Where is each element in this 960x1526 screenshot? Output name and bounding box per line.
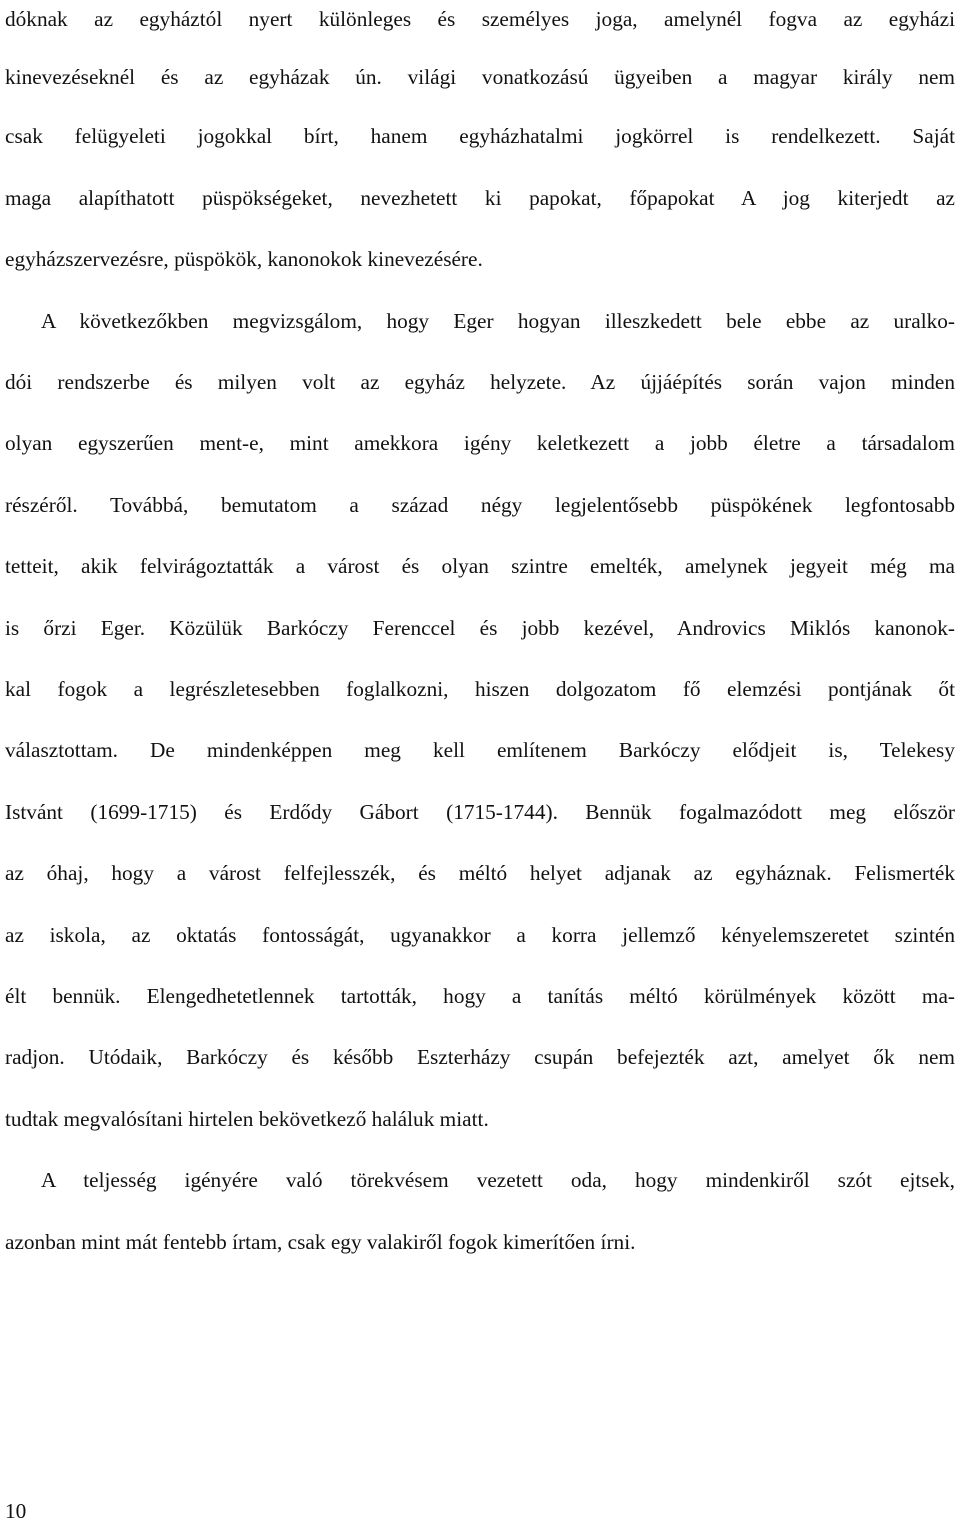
text-line: választottam. De mindenképpen meg kell említenem Barkóczy elődjeit is, Telekesy [5, 738, 955, 762]
text-line: A teljesség igényére való törekvésem vezetett oda, hogy mindenkiről szót ejtsek, [41, 1168, 955, 1192]
text-line: tetteit, akik felvirágoztatták a várost és olyan szintre emelték, amelynek jegyeit még ma [5, 554, 955, 578]
text-line: radjon. Utódaik, Barkóczy és később Eszterházy csupán befejezték azt, amelyet ők nem [5, 1045, 955, 1069]
text-line: maga alapíthatott püspökségeket, nevezhetett ki papokat, főpapokat A jog kiterjedt az [5, 186, 955, 210]
text-line: dóknak az egyháztól nyert különleges és személyes joga, amelynél fogva az egyházi [5, 7, 955, 31]
text-line: az óhaj, hogy a várost felfejlesszék, és méltó helyet adjanak az egyháznak. Felismerték [5, 861, 955, 885]
text-line: A következőkben megvizsgálom, hogy Eger hogyan illeszkedett bele ebbe az uralko- [41, 309, 955, 333]
text-line: is őrzi Eger. Közülük Barkóczy Ferenccel és jobb kezével, Androvics Miklós kanonok- [5, 616, 955, 640]
text-line: dói rendszerbe és milyen volt az egyház helyzete. Az újjáépítés során vajon minden [5, 370, 955, 394]
text-line: tudtak megvalósítani hirtelen bekövetkező haláluk miatt. [5, 1107, 489, 1131]
page-number: 10 [5, 1499, 27, 1523]
text-line: olyan egyszerűen ment-e, mint amekkora igény keletkezett a jobb életre a társadalom [5, 431, 955, 455]
text-line: az iskola, az oktatás fontosságát, ugyanakkor a korra jellemző kényelemszeretet szintén [5, 923, 955, 947]
text-line: kal fogok a legrészletesebben foglalkozni, hiszen dolgozatom fő elemzési pontjának őt [5, 677, 955, 701]
text-line: azonban mint mát fentebb írtam, csak egy valakiről fogok kimerítően írni. [5, 1230, 636, 1254]
text-line: részéről. Továbbá, bemutatom a század négy legjelentősebb püspökének legfontosabb [5, 493, 955, 517]
text-line: élt bennük. Elengedhetetlennek tartották, hogy a tanítás méltó körülmények között ma- [5, 984, 955, 1008]
text-line: Istvánt (1699-1715) és Erdődy Gábort (1715-1744). Bennük fogalmazódott meg először [5, 800, 955, 824]
text-line: csak felügyeleti jogokkal bírt, hanem egyházhatalmi jogkörrel is rendelkezett. Saját [5, 124, 955, 148]
text-line: kinevezéseknél és az egyházak ún. világi vonatkozású ügyeiben a magyar király nem [5, 65, 955, 89]
text-line: egyházszervezésre, püspökök, kanonokok kinevezésére. [5, 247, 483, 271]
